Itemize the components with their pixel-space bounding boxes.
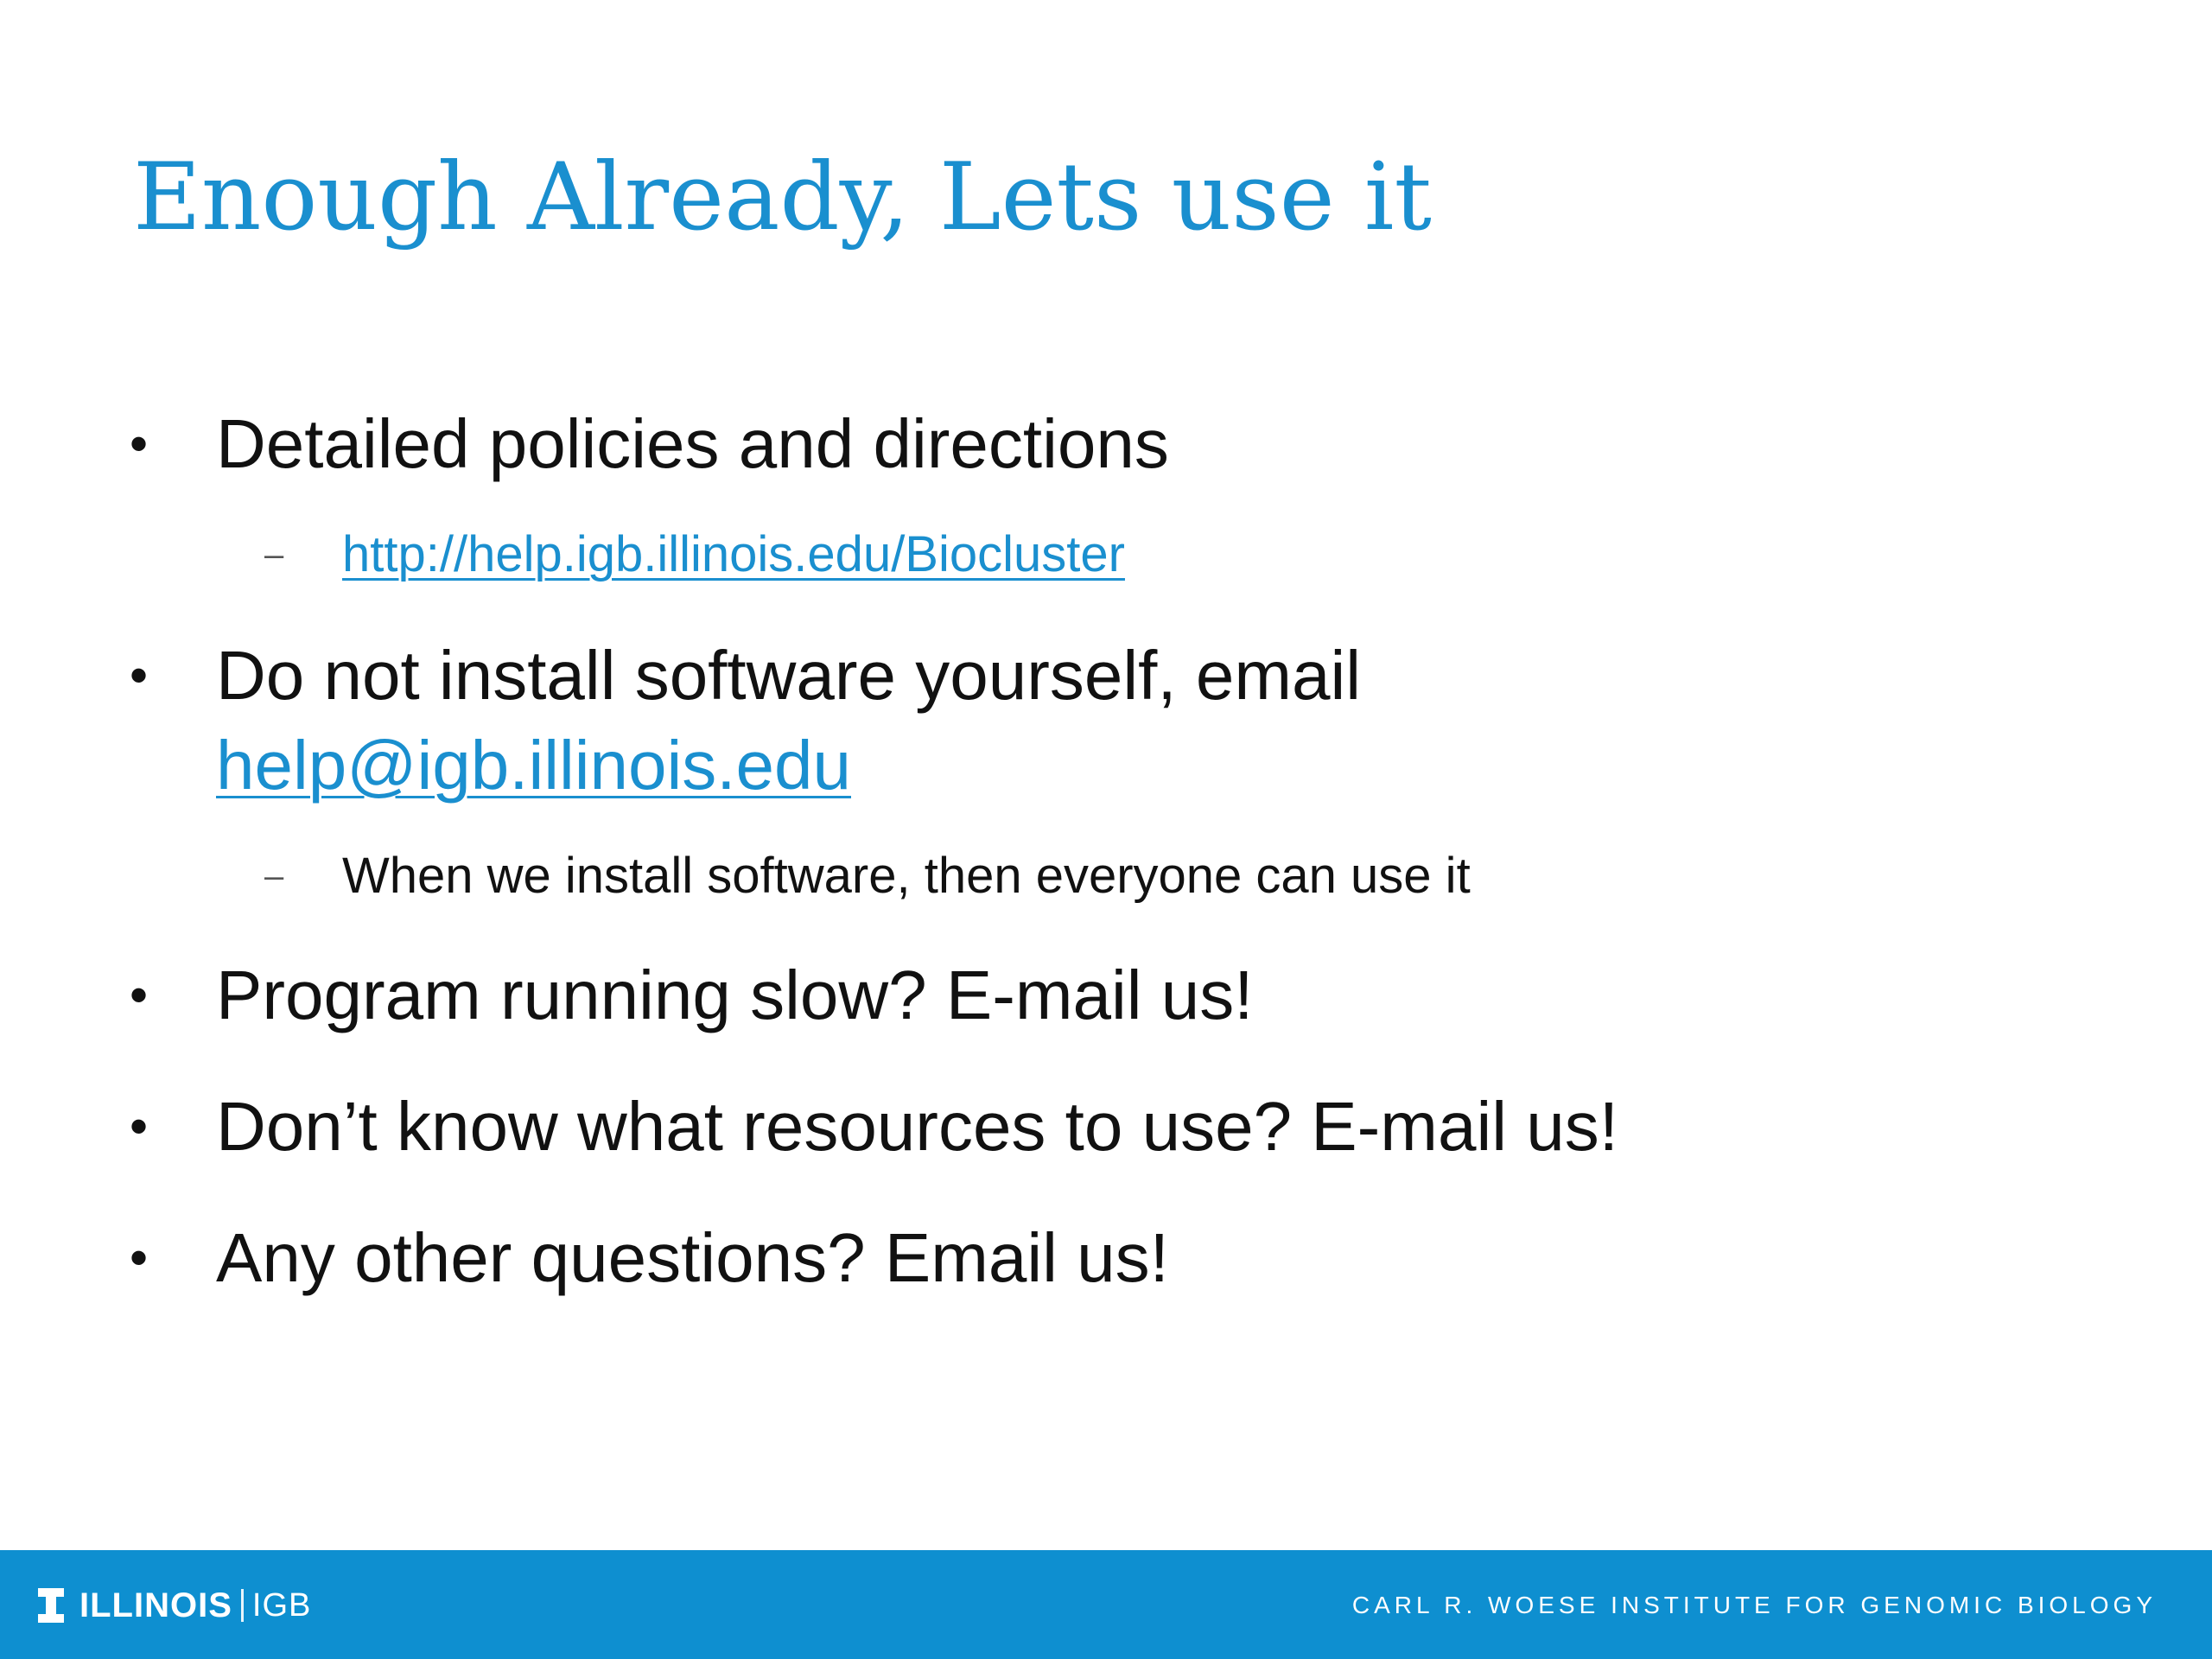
bullet-install-software: Do not install software yourself, email [216, 637, 1361, 714]
illinois-block-i-icon [38, 1588, 64, 1623]
bullet-program-slow: Program running slow? E-mail us! [216, 957, 1254, 1033]
sub-bullet-everyone-can-use: When we install software, then everyone can use it [342, 848, 1471, 904]
logo-wordmark: ILLINOIS [79, 1586, 232, 1624]
logo-divider [241, 1589, 244, 1622]
bullet-marker: • [130, 1097, 149, 1155]
bullet-marker: • [130, 415, 149, 473]
sub-bullet-biocluster-link [342, 522, 1125, 588]
bullet-policies: Detailed policies and directions [216, 405, 1169, 482]
bullet-other-questions: Any other questions? Email us! [216, 1219, 1169, 1296]
dash-marker: – [264, 536, 284, 574]
help-email-link[interactable]: help@igb.illinois.edu [216, 727, 851, 804]
bullet-marker: • [130, 1229, 149, 1287]
illinois-igb-logo [38, 1581, 311, 1630]
logo-subtitle: IGB [251, 1586, 312, 1624]
slide-title: Enough Already, Lets use it [133, 143, 1432, 251]
bullet-marker: • [130, 646, 149, 704]
institute-name: CARL R. WOESE INSTITUTE FOR GENOMIC BIOLOGY [1351, 1592, 2157, 1618]
biocluster-link[interactable]: http://help.igb.illinois.edu/Biocluster [342, 526, 1125, 582]
dash-marker: – [264, 857, 284, 895]
bullet-marker: • [130, 966, 149, 1024]
bullet-install-software-email-line [216, 721, 851, 810]
bullet-resources: Don’t know what resources to use? E-mail us! [216, 1088, 1618, 1165]
footer-bar [0, 1550, 2212, 1659]
